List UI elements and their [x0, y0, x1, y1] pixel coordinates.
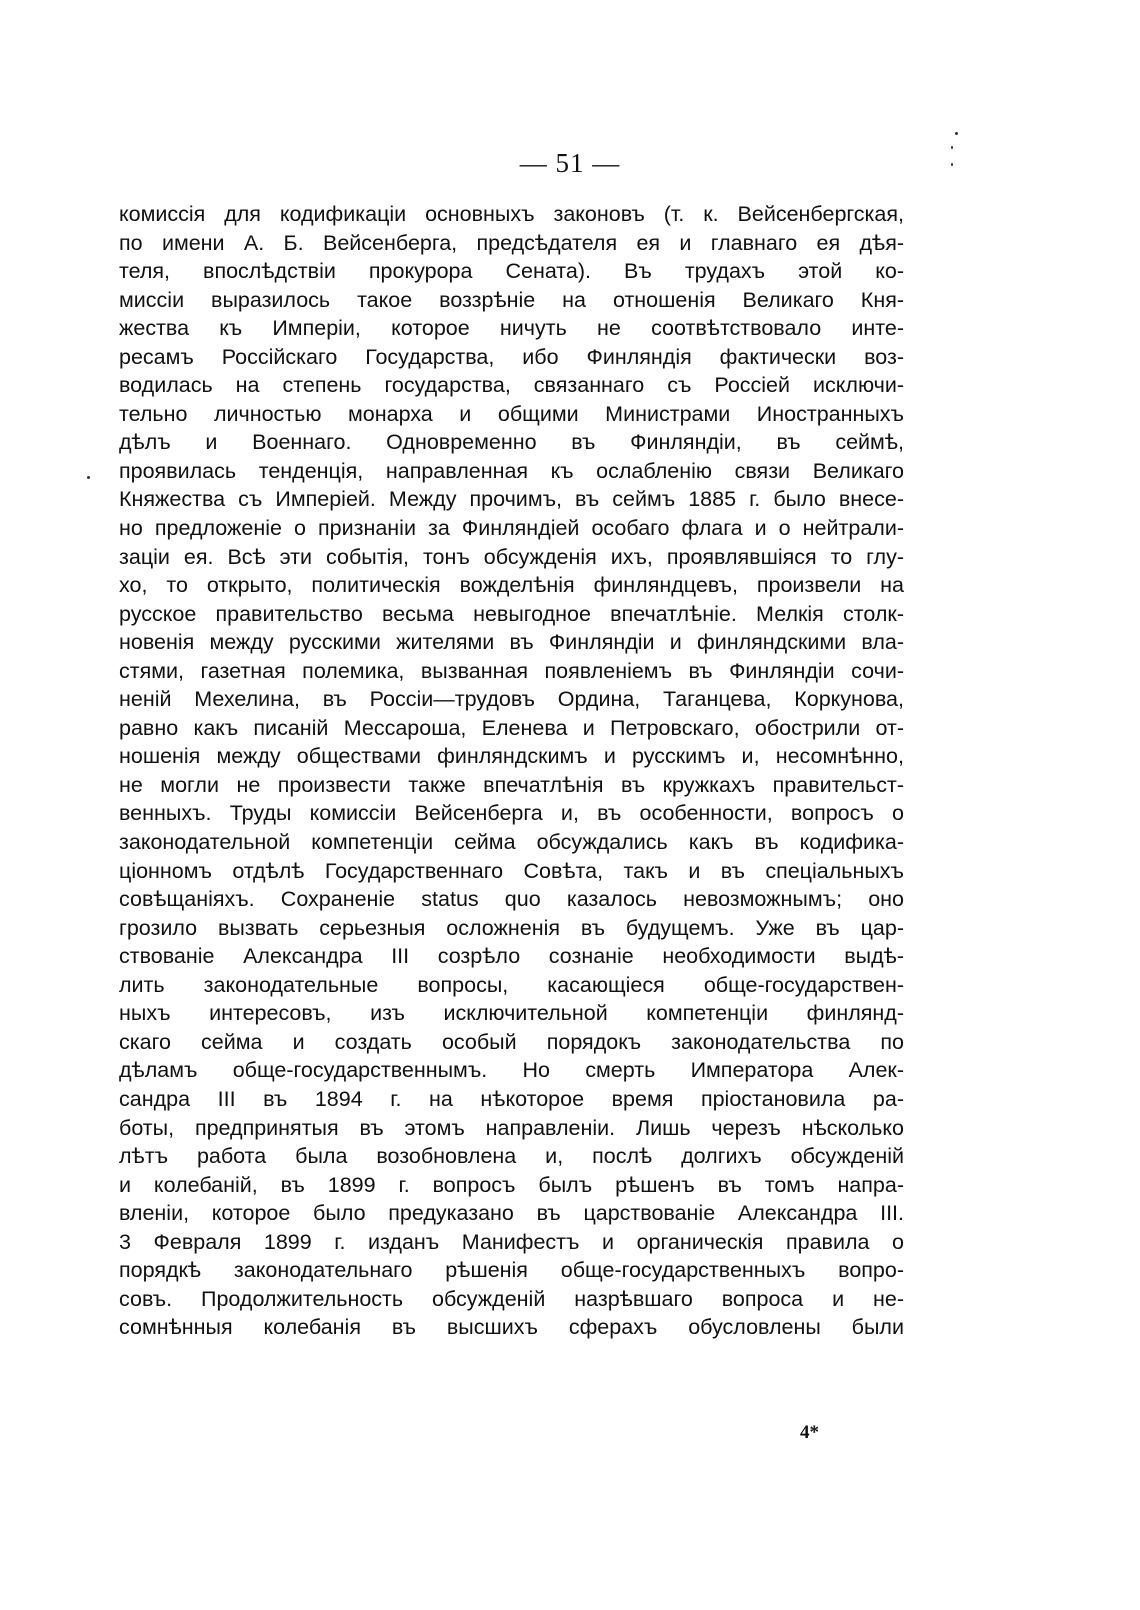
- text-line: вленіи, которое было предуказано въ царствованіе Александра III.: [119, 1201, 904, 1226]
- text-line: скаго сейма и создать особый порядокъ законодательства по: [119, 1029, 904, 1054]
- text-line: ношенія между обществами финляндскимъ и русскимъ и, несомнѣнно,: [119, 744, 904, 769]
- text-line: порядкѣ законодательнаго рѣшенія обще-государственныхъ вопро-: [119, 1258, 904, 1283]
- text-line: совѣщаніяхъ. Сохраненіе status quo казалось невозможнымъ; оно: [119, 887, 904, 912]
- text-line: водилась на степень государства, связаннаго съ Россіей исключи-: [119, 373, 904, 398]
- text-line: не могли не произвести также впечатлѣнія въ кружкахъ правительст-: [119, 772, 904, 797]
- text-line: теля, впослѣдствіи прокурора Сената). Въ трудахъ этой ко-: [119, 259, 904, 284]
- text-line: равно какъ писаній Мессароша, Еленева и Петровскаго, обострили от-: [119, 715, 904, 740]
- text-line: ресамъ Россійскаго Государства, ибо Финляндія фактически воз-: [119, 344, 904, 369]
- text-line: совъ. Продолжительность обсужденій назрѣвшаго вопроса и не-: [119, 1286, 904, 1311]
- scan-speck: [87, 476, 90, 479]
- text-line: неній Мехелина, въ Россіи—трудовъ Ордина, Таганцева, Коркунова,: [119, 687, 904, 712]
- text-line: ціонномъ отдѣлѣ Государственнаго Совѣта, такъ и въ спеціальныхъ: [119, 858, 904, 883]
- signature-mark: 4*: [800, 1422, 819, 1443]
- scan-speck: [955, 132, 958, 135]
- text-line: по имени А. Б. Вейсенберга, предсѣдателя ея и главнаго ея дѣя-: [119, 230, 904, 255]
- text-line: лѣтъ работа была возобновлена и, послѣ долгихъ обсужденій: [119, 1144, 904, 1169]
- text-line: сомнѣнныя колебанія въ высшихъ сферахъ обусловлены были: [119, 1315, 904, 1340]
- text-line: дѣламъ обще-государственнымъ. Но смерть Императора Алек-: [119, 1058, 904, 1083]
- scan-speck: [951, 146, 953, 149]
- text-line: заціи ея. Всѣ эти событія, тонъ обсужденія ихъ, проявлявшіяся то глу-: [119, 544, 904, 569]
- text-line: лить законодательные вопросы, касающіеся обще-государствен-: [119, 972, 904, 997]
- text-line: жества къ Имперіи, которое ничуть не соотвѣтствовало инте-: [119, 316, 904, 341]
- text-line: тельно личностью монарха и общими Министрами Иностранныхъ: [119, 401, 904, 426]
- text-line: сандра III въ 1894 г. на нѣкоторое время пріостановила ра-: [119, 1086, 904, 1111]
- text-line: венныхъ. Труды комиссіи Вейсенберга и, въ особенности, вопросъ о: [119, 801, 904, 826]
- text-line: русское правительство весьма невыгодное впечатлѣніе. Мелкія столк-: [119, 601, 904, 626]
- body-text: [119, 200, 904, 1342]
- text-line: грозило вызвать серьезныя осложненія въ будущемъ. Уже въ цар-: [119, 915, 904, 940]
- page-number: — 51 —: [519, 148, 621, 178]
- text-line: комиссія для кодификаціи основныхъ законовъ (т. к. Вейсенбергская,: [119, 202, 904, 226]
- text-line: боты, предпринятыя въ этомъ направленіи. Лишь черезъ нѣсколько: [119, 1115, 904, 1140]
- text-line: новенія между русскими жителями въ Финляндіи и финляндскими вла-: [119, 630, 904, 655]
- text-line: и колебаній, въ 1899 г. вопросъ былъ рѣшенъ въ томъ напра-: [119, 1172, 904, 1197]
- scan-speck: [951, 163, 953, 166]
- text-line: стями, газетная полемика, вызванная появленіемъ въ Финляндіи сочи-: [119, 658, 904, 683]
- text-line: Княжества съ Имперіей. Между прочимъ, въ сеймъ 1885 г. было внесе-: [119, 487, 904, 512]
- text-line: хо, то открыто, политическія вожделѣнія финляндцевъ, произвели на: [119, 573, 904, 598]
- text-line: законодательной компетенціи сейма обсуждались какъ въ кодифика-: [119, 830, 904, 855]
- text-line: но предложеніе о признаніи за Финляндіей особаго флага и о нейтрали-: [119, 516, 904, 541]
- text-line: дѣлъ и Военнаго. Одновременно въ Финляндіи, въ сеймѣ,: [119, 430, 904, 455]
- text-line: 3 Февраля 1899 г. изданъ Манифестъ и органическія правила о: [119, 1229, 904, 1254]
- text-line: ствованіе Александра III созрѣло сознаніе необходимости выдѣ-: [119, 944, 904, 969]
- text-line: ныхъ интересовъ, изъ исключительной компетенціи финлянд-: [119, 1001, 904, 1026]
- text-line: миссіи выразилось такое воззрѣніе на отношенія Великаго Кня-: [119, 287, 904, 312]
- text-line: проявилась тенденція, направленная къ ослабленію связи Великаго: [119, 458, 904, 483]
